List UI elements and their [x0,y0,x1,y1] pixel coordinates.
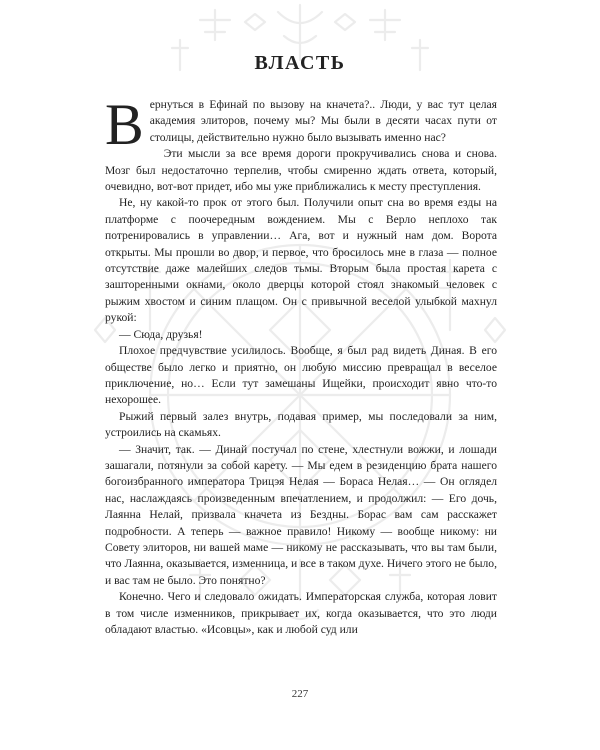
paragraph [105,92,497,157]
chapter-title: ВЛАСТЬ [254,52,346,74]
dialogue-line: — Сюда, друзья! [119,327,203,341]
paragraph: Конечно. Чего и следовало ожидать. Императорская служба, которая ловит в том числе изменников, прикрывает их, когда оказывается, что это люди обладают властью. «Исовцы», как и любой суд или [105,590,497,636]
dialogue-paragraph: — Значит, так. — Динай постучал по стене, хлестнули вожжи, и лошади зашагали, потянули за собой карету. — Мы едем в резиденцию брата нашего богоизбранного императора Трицэя Нелая — Бораса Нелая… — Он оглядел нас, наслаждаясь произведенным впечатлением, и продолжил: — Его дочь, Лаянна Нелай, призвала кначета из Бездны. Борас вам сам расскажет подробности. А теперь — важное правило! Никому — вообще никому: ни Совету элиторов, ни вашей маме — никому не рассказывать, что вы там были, что Лаянна, оказывается, изменница, и все в таком духе. Ничего этого не было, и вас там не было. Это понятно? [105,442,497,587]
paragraph: Плохое предчувствие усилилось. Вообще, я был рад видеть Диная. В его обществе было легко и приятно, он любую миссию превращал в веселое приключение, но… Если тут замешаны Ищейки, происходит явно что-то нехорошее. [105,344,497,407]
paragraph-text: ернуться в Ефинай по вызову на кначета?.. Люди, у вас тут целая академия элиторов, почему мы? Мы были в десяти часах пути от столицы, действительно нужно было вызывать именно нас? [149,98,497,144]
page-number: 227 [291,688,309,700]
drop-cap: В [105,92,144,157]
paragraph: Не, ну какой-то прок от этого был. Получили опыт сна во время езды на платформе с поочередным вождением. Мы с Верло неплохо так потренировались в управлении… Ага, вот и нужный нам дом. Ворота открыты. Мы прошли во двор, и первое, что бросилось мне в глаза — полное отсутствие даже малейших следов тьмы. Вторым была простая карета с зашторенными окнами, около дверцы которой стоял знакомый человек с рыжим хвостом и синим плащом. Он с привычной веселой улыбкой махнул рукой: [105,196,497,325]
body-text [105,92,497,638]
paragraph: Эти мысли за все время дороги прокручивались снова и снова. Мозг был недостаточно терпелив, чтобы смиренно ждать ответа, который, очевидно, вот-вот придет, ибо мы уже приближались к месту преступления. [105,147,497,194]
paragraph: Рыжий первый залез внутрь, подавая пример, мы последовали за ним, устроились на скамьях. [105,409,497,440]
